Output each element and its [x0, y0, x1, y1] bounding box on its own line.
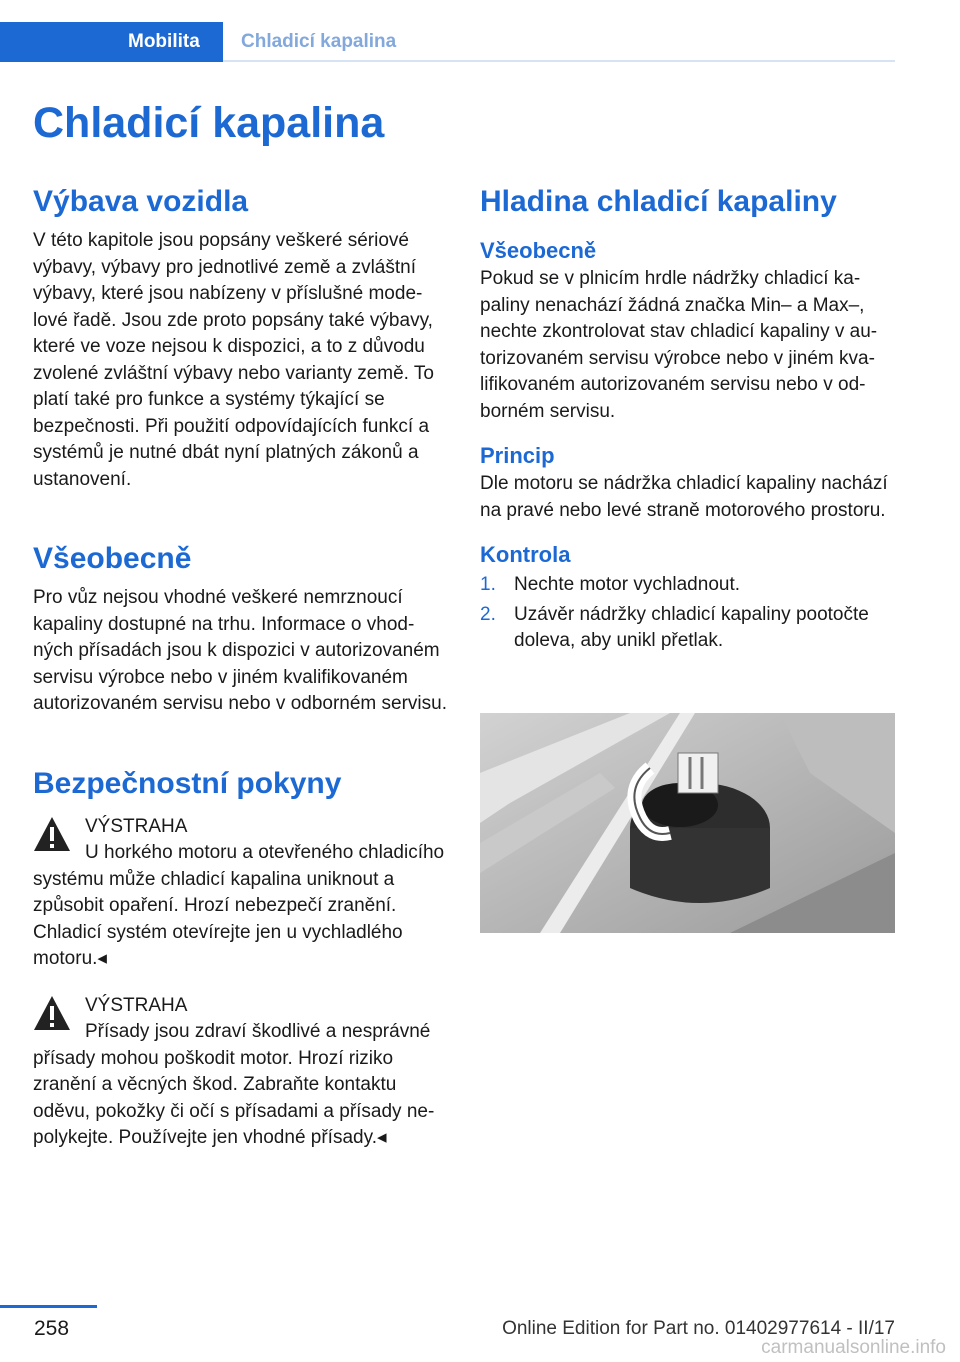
page-title: Chladicí kapalina [33, 99, 385, 147]
section-title-vseobecne: Všeobecně [33, 542, 192, 575]
step-number: 2. [480, 603, 496, 625]
subsection-title-vseobecne: Všeobecně [480, 238, 597, 263]
warning-block-2 [33, 993, 448, 1152]
section-title-hladina: Hladina chladicí kapaliny [480, 185, 837, 218]
warning-text: Přísady jsou zdraví škodlivé a nesprávné přísady mohou poškodit motor. Hrozí riziko zranění a věcných škod. Zabraňte kontaktu oděvu, pokožky či očí s přísadami a přísady nepolykejte. Používejte jen vhodné přísady.◂ [33, 1021, 435, 1148]
coolant-cap-illustration [480, 713, 895, 933]
left-column [33, 180, 448, 1152]
warning-heading: VÝSTRAHA [85, 994, 188, 1016]
section-text-vybava: V této kapitole jsou popsány veškeré sériové výbavy, výbavy pro jednotlivé země a zvláštní výbavy, které jsou nabízeny v příslušné modelové řadě. Jsou zde proto popsány také výbavy, které ve voze nejsou k dispozici, a to z důvodu zvolené zvláštní výbavy nebo varianty země. To platí také pro funkce a systémy týkající se bezpečnosti. Při použití odpovídajících funkcí a systémů je nutné dbát nyní platných zákonů a ustanovení. [33, 230, 434, 490]
right-column [480, 180, 895, 658]
warning-icon [33, 995, 71, 1031]
subsection-title-kontrola: Kontrola [480, 542, 571, 567]
tab-divider [223, 60, 895, 62]
footer-rule [0, 1305, 97, 1308]
tab-mobilita[interactable]: Mobilita [0, 22, 223, 62]
warning-heading: VÝSTRAHA [85, 815, 188, 837]
list-item [480, 572, 895, 599]
watermark: carmanualsonline.info [761, 1337, 946, 1358]
section-title-bezpecnost: Bezpečnostní pokyny [33, 766, 342, 800]
warning-block-1 [33, 814, 448, 973]
subsection-text-princip: Dle motoru se nádržka chladicí kapaliny nachází na pravé nebo levé straně motorového prostoru. [480, 473, 888, 521]
tab-chladici-kapalina[interactable]: Chladicí kapalina [241, 31, 397, 52]
subsection-text-vseobecne: Pokud se v plnicím hrdle nádržky chladicí kapaliny nenachází žádná značka Min– a Max–, nechte zkontrolovat stav chladicí kapaliny v autorizovaném servisu výrobce nebo v jiném kvalifikovaném autorizovaném servisu nebo v odborném servisu. [480, 268, 878, 422]
page-number: 258 [34, 1317, 70, 1340]
step-number: 1. [480, 574, 496, 595]
warning-icon [33, 816, 71, 852]
warning-text: U horkého motoru a otevřeného chladicího systému může chladicí kapalina uniknout a způsobit opaření. Hrozí nebezpečí zranění. Chladicí systém otevírejte jen u vychladlého motoru.◂ [33, 842, 445, 969]
coolant-cap-photo [480, 713, 895, 933]
step-text: Uzávěr nádržky chladicí kapaliny pootočte doleva, aby unikl přetlak. [514, 603, 869, 651]
list-item [480, 602, 895, 655]
subsection-title-princip: Princip [480, 443, 555, 468]
section-text-vseobecne: Pro vůz nejsou vhodné veškeré nemrznoucí kapaliny dostupné na trhu. Informace o vhodných přísadách jsou k dispozici v autorizovaném servisu výrobce nebo v jiném kvalifikovaném autorizovaném servisu nebo v odborném servisu. [33, 587, 447, 714]
section-title-vybava: Výbava vozidla [33, 185, 249, 218]
edition-text: Online Edition for Part no. 01402977614 - II/17 [502, 1318, 895, 1339]
header-tabs [0, 22, 895, 62]
steps-list [480, 572, 895, 655]
step-text: Nechte motor vychladnout. [514, 574, 741, 595]
